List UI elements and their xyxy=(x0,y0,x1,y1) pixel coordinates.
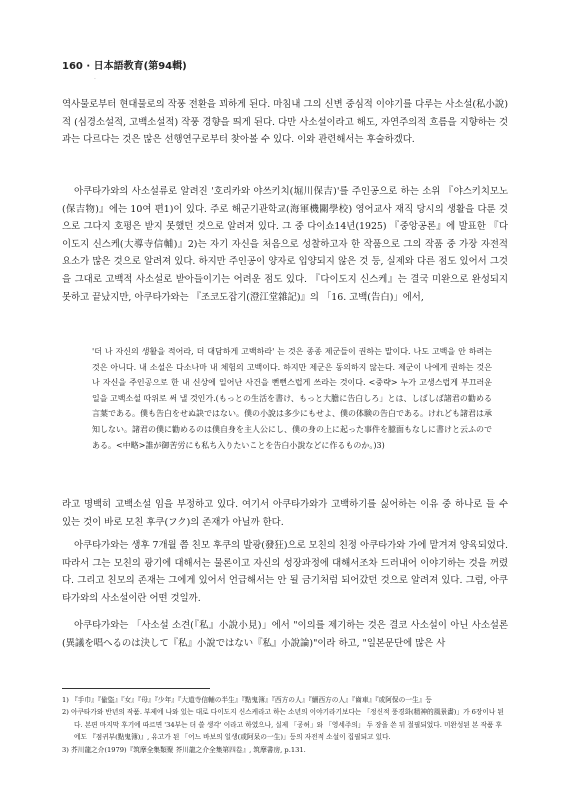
body-paragraph-5: 아쿠타가와는 「사소설 소견(『私』小說小見)」에서 "이의를 제기하는 것은 결코 사소설이 아닌 사소설론(異議を唱へるのは決して『私』小說ではない『私』小說論)"이라 하고, "일본문단에 많은 사 xyxy=(62,620,508,649)
scan-speck: · xyxy=(94,76,96,83)
footnote-3: 3) 芥川龍之介(1979)『筑摩全集類聚 芥川龍之介全集第四卷』, 筑摩書房, p.131. xyxy=(62,745,306,754)
footnote-divider xyxy=(62,688,210,689)
body-paragraph-3: 라고 명백히 고백소설 임을 부정하고 있다. 여기서 아쿠타가와가 고백하기를 싫어하는 이유 중 하나로 들 수 있는 것이 바로 모친 후쿠(フク)의 존재가 아닐까 한다. xyxy=(62,499,508,528)
body-paragraph-1: 역사물로부터 현대물로의 작풍 전환을 꾀하게 된다. 마침내 그의 신변 중심적 이야기를 다루는 사소설(私小說)적 (심경소설적, 고백소설적) 작풍 경향을 띄게 된다. 다만 사소설이라고 해도, 자연주의적 흐름을 지향하는 것과는 다르다는 것은 많은 선행연구로부터 찾아볼 수 있다. 이와 관련해서는 후술하겠다. xyxy=(62,99,508,146)
running-header: 160 · 日本語教育(第94輯) xyxy=(62,61,187,72)
body-paragraph-4: 아쿠타가와는 생후 7개월 쯤 친모 후쿠의 발광(發狂)으로 모친의 친정 아쿠타가와 가에 맡겨져 양육되었다. 따라서 그는 모친의 광기에 대해서는 물론이고 자신의 성장과정에 대해서조차 드러내어 이야기하는 것을 꺼렸다. 그리고 친모의 존재는 그에게 있어서 언급해서는 안 될 금기처럼 되어갔던 것으로 알려져 있다. 그럼, 아쿠타가와의 사소설이란 어떤 것일까. xyxy=(62,540,508,604)
block-quote: '더 나 자신의 생활을 적어라, 더 대담하게 고백하라' 는 것은 종종 제군들이 권하는 말이다. 나도 고백을 안 하려는 것은 아니다. 내 소설은 다소나마 내 체험의 고백이다. 하지만 제군은 동의하지 않는다. 제군이 나에게 권하는 것은 나 자신을 주인공으로 한 내 신상에 일어난 사건을 뻔뻔스럽게 쓰라는 것이다. <중략> 누가 고생스럽게 부끄러운 일을 고백소설 따위로 써 낼 것인가.(もっとの生活を書け、もっと大膽に告白しろ」とは、しばしば諸君の勸める言葉である。僕も告白をせぬ訣ではない。僕の小說は多少にもせよ、僕の体験の告白である。けれども諸君は承知しない。諸君の僕に勸めるのは僕自身を主人公にし、僕の身の上に起った事件を臆面もなしに書けと云ふのである。<中略>誰が御苦労にも私ち入りたいことを告白小說などに作るものか。)3) xyxy=(92,347,492,450)
footnote-1: 1) 『手巾』『偸盜』『女』『母』『少年』『大道寺信輔の半生』『點鬼簿』『西方の人』『續西方の人』『齒車』『或阿保の一生』등 xyxy=(62,696,432,704)
footnotes xyxy=(62,694,508,756)
body-paragraph-2: 아쿠타가와의 사소설류로 알려진 '호리카와 야쓰키치(堀川保吉)'를 주인공으로 하는 소위 『야스키치모노(保吉物)』에는 10여 편1)이 있다. 주로 해군기관학교(海軍機關學校) 영어교사 재직 당시의 생활을 다룬 것으로 그다지 호평은 받지 못했던 것으로 알려져 있다. 그 중 다이쇼14년(1925) 『중앙공론』에 발표한 『다이도지 신스케(大導寺信輔)』2)는 자기 자신을 처음으로 성찰하고자 한 작품으로 그의 작품 중 가장 자전적 요소가 많은 것으로 알려져 있다. 하지만 주인공이 양자로 입양되지 않은 것 등, 실제와 다른 점도 있어서 그것을 그대로 고백적 사소설로 받아들이기는 어려운 점도 있다. 『다이도지 신스케』는 결국 미완으로 완성되지 못하고 끝났지만, 아쿠타가와는 『조코도잡기(澄江堂雜記)』의 「16. 고백(告白)」에서, xyxy=(62,186,508,303)
footnote-2: 2) 아쿠타가와 반년의 작품. 부제에 나와 있는 대로 다이도지 신스케라고 하는 소년의 이야기라기보다는 「정신적 풍경화(精神的風景畵)」가 6장이나 된다. 본편 마지막 후기에 따르면 '34부는 더 쓸 생각' 이라고 하였으나, 실제 「공허」와 「영세주의」 두 장을 쓴 뒤 절필되었다. 미완성된 본 작품 후에도 『점귀부(點鬼簿)』, 유고가 된 「어느 바보의 일생(或阿呆の一生)」등의 자전적 소설이 집필되고 있다. xyxy=(62,708,504,742)
